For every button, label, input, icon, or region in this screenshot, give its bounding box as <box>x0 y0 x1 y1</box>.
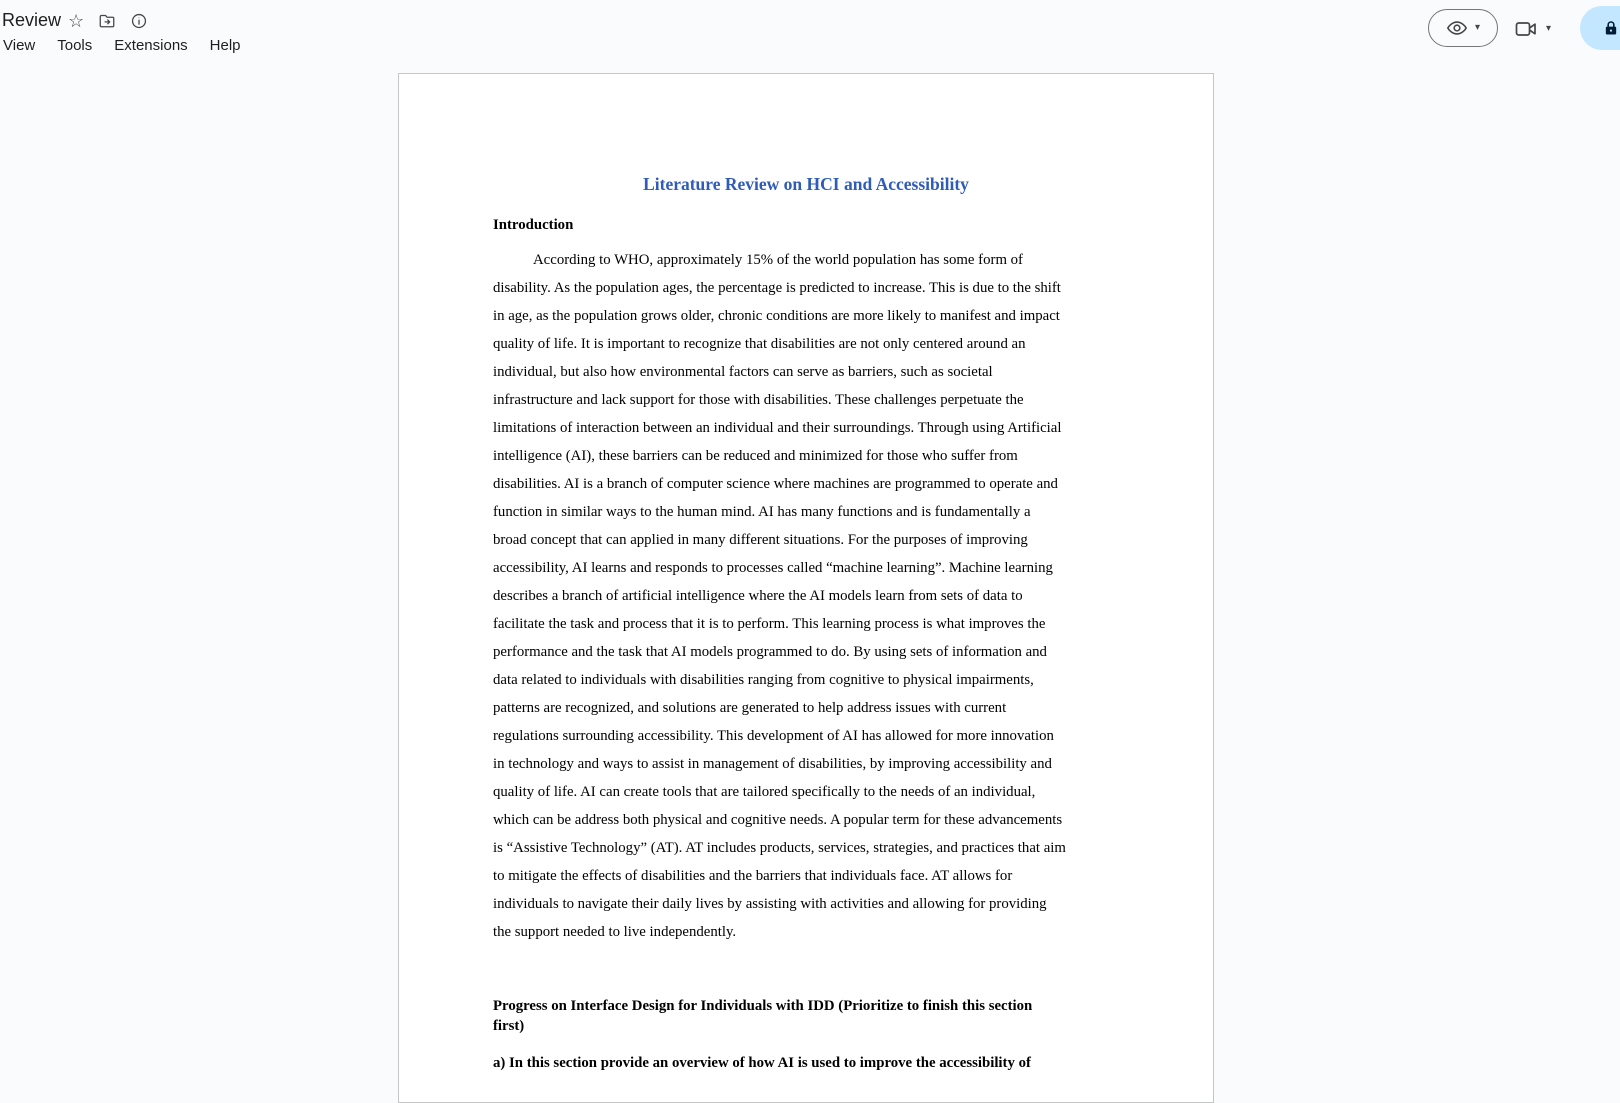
body-text-line: describes a branch of artificial intelligence where the AI models learn from sets of data to <box>493 588 1023 604</box>
body-text-line: which can be address both physical and cognitive needs. A popular term for these advancements <box>493 812 1063 828</box>
body-text-line: the support needed to live independently. <box>493 924 737 940</box>
move-folder-icon[interactable] <box>96 10 118 32</box>
section-heading-progress <box>493 996 1119 1036</box>
star-glyph: ☆ <box>68 11 85 31</box>
info-icon[interactable] <box>128 10 150 32</box>
share-button[interactable] <box>1580 6 1620 50</box>
video-camera-icon <box>1514 17 1538 41</box>
document-canvas <box>0 60 1620 1080</box>
body-text-line: intelligence (AI), these barriers can be reduced and minimized for those who suffer from <box>493 448 1018 464</box>
lock-icon <box>1601 18 1620 38</box>
body-text-line: is “Assistive Technology” (AT). AT includes products, services, strategies, and practices that aim <box>493 840 1066 856</box>
body-text-line: accessibility, AI learns and responds to processes called “machine learning”. Machine learning <box>493 560 1053 576</box>
document-title[interactable]: Review <box>2 6 61 34</box>
menu-item[interactable]: View <box>3 37 36 54</box>
body-text-line: limitations of interaction between an individual and their surroundings. Through using Artificial <box>493 420 1062 436</box>
introduction-paragraph <box>493 246 1119 946</box>
menu-item[interactable]: Tools <box>57 37 93 54</box>
body-text-line: regulations surrounding accessibility. This development of AI has allowed for more innovation <box>493 728 1054 744</box>
body-text-line: disability. As the population ages, the percentage is predicted to increase. This is due to the shift <box>493 280 1061 296</box>
meet-video-button[interactable] <box>1514 16 1551 42</box>
menu-item[interactable]: Help <box>209 37 241 54</box>
caret-down-icon: ▾ <box>1546 23 1552 34</box>
body-text-line: quality of life. It is important to recognize that disabilities are not only centered around an <box>493 336 1026 352</box>
heading-text-line: Progress on Interface Design for Individuals with IDD (Prioritize to finish this section <box>493 998 1033 1014</box>
body-text-line: individual, but also how environmental factors can serve as barriers, such as societal <box>493 364 993 380</box>
body-text-line: individuals to navigate their daily lives by assisting with activities and allowing for providing <box>493 896 1047 912</box>
section-heading-introduction: Introduction <box>493 217 574 233</box>
caret-down-icon: ▾ <box>1474 22 1481 33</box>
document-title-actions <box>66 10 150 32</box>
heading-text-line: first) <box>493 1018 525 1034</box>
body-text-line: patterns are recognized, and solutions are generated to help address issues with current <box>493 700 1007 716</box>
menu-bar <box>0 33 252 58</box>
body-text-line: quality of life. AI can create tools that are tailored specifically to the needs of an individual, <box>493 784 1036 800</box>
body-text-line: facilitate the task and process that it is to perform. This learning process is what improves the <box>493 616 1046 632</box>
body-text-line: in age, as the population grows older, chronic conditions are more likely to manifest and impact <box>493 308 1060 324</box>
menu-item[interactable]: Extensions <box>114 37 188 54</box>
body-text-line: performance and the task that AI models programmed to do. By using sets of information and <box>493 644 1047 660</box>
star-icon[interactable] <box>66 10 86 32</box>
item-a-heading: a) In this section provide an overview of how AI is used to improve the accessibility of <box>493 1055 1031 1071</box>
body-text-line: in technology and ways to assist in management of disabilities, by improving accessibility and <box>493 756 1052 772</box>
body-text-line: broad concept that can applied in many different situations. For the purposes of improving <box>493 532 1028 548</box>
body-text-line: infrastructure and lack support for those with disabilities. These challenges perpetuate the <box>493 392 1024 408</box>
page-content <box>399 74 1213 1073</box>
view-mode-button[interactable] <box>1428 9 1498 47</box>
body-text-line: According to WHO, approximately 15% of the world population has some form of <box>533 252 1023 268</box>
document-heading: Literature Review on HCI and Accessibility <box>643 174 969 194</box>
eye-icon <box>1446 17 1468 39</box>
body-text-line: function in similar ways to the human mind. AI has many functions and is fundamentally a <box>493 504 1031 520</box>
body-text-line: to mitigate the effects of disabilities and the barriers that individuals face. AT allows for <box>493 868 1013 884</box>
body-text-line: disabilities. AI is a branch of computer science where machines are programmed to operate and <box>493 476 1058 492</box>
body-text-line: data related to individuals with disabilities ranging from cognitive to physical impairments, <box>493 672 1034 688</box>
document-page[interactable] <box>398 73 1214 1103</box>
